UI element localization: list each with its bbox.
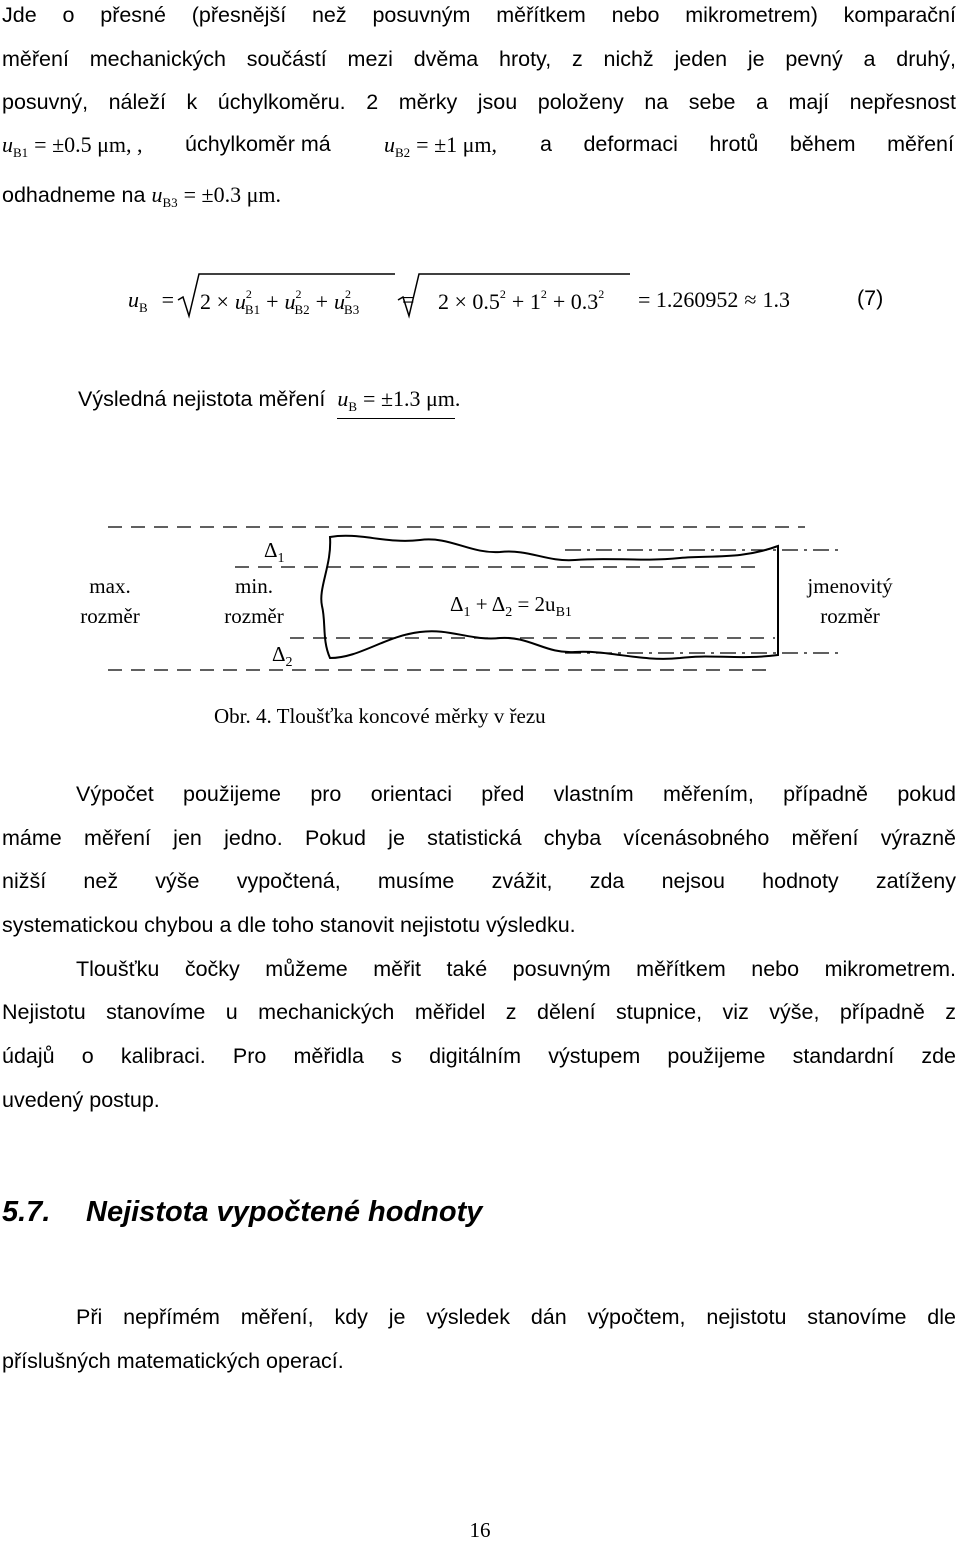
word: než — [83, 869, 119, 893]
para3-line1: Tloušťku čočky můžeme měřit také posuvným měřítkem nebo mikrometrem. — [76, 957, 956, 981]
para1-line5: odhadneme na $u_{B3} = \pm 0.3$ μm. — [2, 182, 281, 210]
equation-eq2: = — [402, 287, 415, 312]
word: vlastním — [553, 782, 634, 806]
para2-line3 — [2, 869, 956, 894]
word: Výpočet — [76, 782, 154, 806]
uB1-value: = ±0.5 μm, , — [34, 132, 143, 157]
para3-line3 — [2, 1044, 956, 1069]
tolerance-formula: $\Delta_1 + \Delta_2 = 2u_{B1}$ — [450, 592, 572, 621]
delta2-label: $\Delta_2$ — [272, 642, 293, 671]
para1-line3: posuvný, náleží k úchylkoměru. 2 měrky jsou položeny na sebe a mají nepřesnost — [2, 90, 956, 114]
word: měřením, — [663, 782, 754, 806]
word: standardní — [792, 1044, 895, 1068]
equation-radicand-symbolic: $2 \times u^2_{B1} + u^2_{B2} + u^2_{B3}$ — [200, 287, 360, 317]
word: o — [81, 1044, 94, 1068]
para3-line2: Nejistotu stanovíme u mechanických měřidel z dělení stupnice, viz výše, případně z — [2, 1000, 956, 1024]
equation-number: (7) — [857, 286, 884, 310]
figure-caption: Obr. 4. Tloušťka koncové měrky v řezu — [214, 704, 546, 728]
section-title: Nejistota vypočtené hodnoty — [86, 1196, 483, 1228]
word: pokud — [897, 782, 956, 806]
word: pro — [310, 782, 342, 806]
para2-line2: máme měření jen jedno. Pokud je statistická chyba vícenásobného měření výrazně — [2, 826, 956, 850]
max-size-label: max. rozměr — [80, 574, 140, 628]
word: výše — [155, 869, 200, 893]
para2-line4: systematickou chybou a dle toho stanovit nejistotu výsledku. — [2, 913, 576, 937]
word: zvážit, — [491, 869, 553, 893]
word: vypočtená, — [236, 869, 341, 893]
word: před — [481, 782, 525, 806]
result-value-underlined: $u_B = \pm 1.3$ μm — [337, 386, 455, 419]
word: nižší — [2, 869, 47, 893]
page-number: 16 — [469, 1518, 491, 1542]
para1-line4: $u_{B1} = \pm 0.5$ μm, , — [2, 132, 143, 160]
word: použijeme — [667, 1044, 766, 1068]
uB2-expression: $u_{B2} = \pm 1$ μm, — [384, 132, 498, 160]
para4-line2: příslušných matematických operací. — [2, 1349, 344, 1373]
word: digitálním — [429, 1044, 522, 1068]
section-number: 5.7. — [2, 1196, 51, 1228]
delta1-label: $\Delta_1$ — [264, 538, 285, 567]
nominal-size-label: jmenovitý rozměr — [807, 574, 893, 628]
result-line: Výsledná nejistota měření $u_B = \pm 1.3$ μm. — [78, 386, 460, 419]
word: Pro — [232, 1044, 267, 1068]
para1-line2: měření mechanických součástí mezi dvěma hroty, z nichž jeden je pevný a druhý, — [2, 47, 956, 71]
word: nejsou — [661, 869, 725, 893]
para4-line1: Při nepřímém měření, kdy je výsledek dán výpočtem, nejistotu stanovíme dle — [76, 1305, 956, 1329]
word: orientaci — [370, 782, 452, 806]
word: měřidla — [293, 1044, 365, 1068]
word: použijeme — [183, 782, 281, 806]
word: výstupem — [548, 1044, 641, 1068]
para1-line4-text-b: a deformaci hrotů během měření — [540, 132, 954, 156]
word: zda — [589, 869, 625, 893]
word: údajů — [2, 1044, 55, 1068]
para1-line4-text-a: úchylkoměr má — [185, 132, 331, 156]
min-size-label: min. rozměr — [224, 574, 284, 628]
word: hodnoty — [762, 869, 839, 893]
para1-line1: Jde o přesné (přesnější než posuvným měřítkem nebo mikrometrem) komparační — [2, 3, 956, 27]
equation-radicand-numeric: $2 \times 0.5^2 + 1^2 + 0.3^2$ — [438, 287, 605, 314]
para2-line1 — [76, 782, 956, 807]
para3-line4: uvedený postup. — [2, 1088, 160, 1112]
word: s — [391, 1044, 402, 1068]
word: kalibraci. — [120, 1044, 206, 1068]
equation-lhs: $u_B$ = — [128, 287, 175, 315]
equation-result: = 1.260952 ≈ 1.3 — [638, 287, 790, 312]
word: zde — [921, 1044, 957, 1068]
word: musíme — [377, 869, 455, 893]
word: případně — [783, 782, 869, 806]
word: zatíženy — [875, 869, 956, 893]
